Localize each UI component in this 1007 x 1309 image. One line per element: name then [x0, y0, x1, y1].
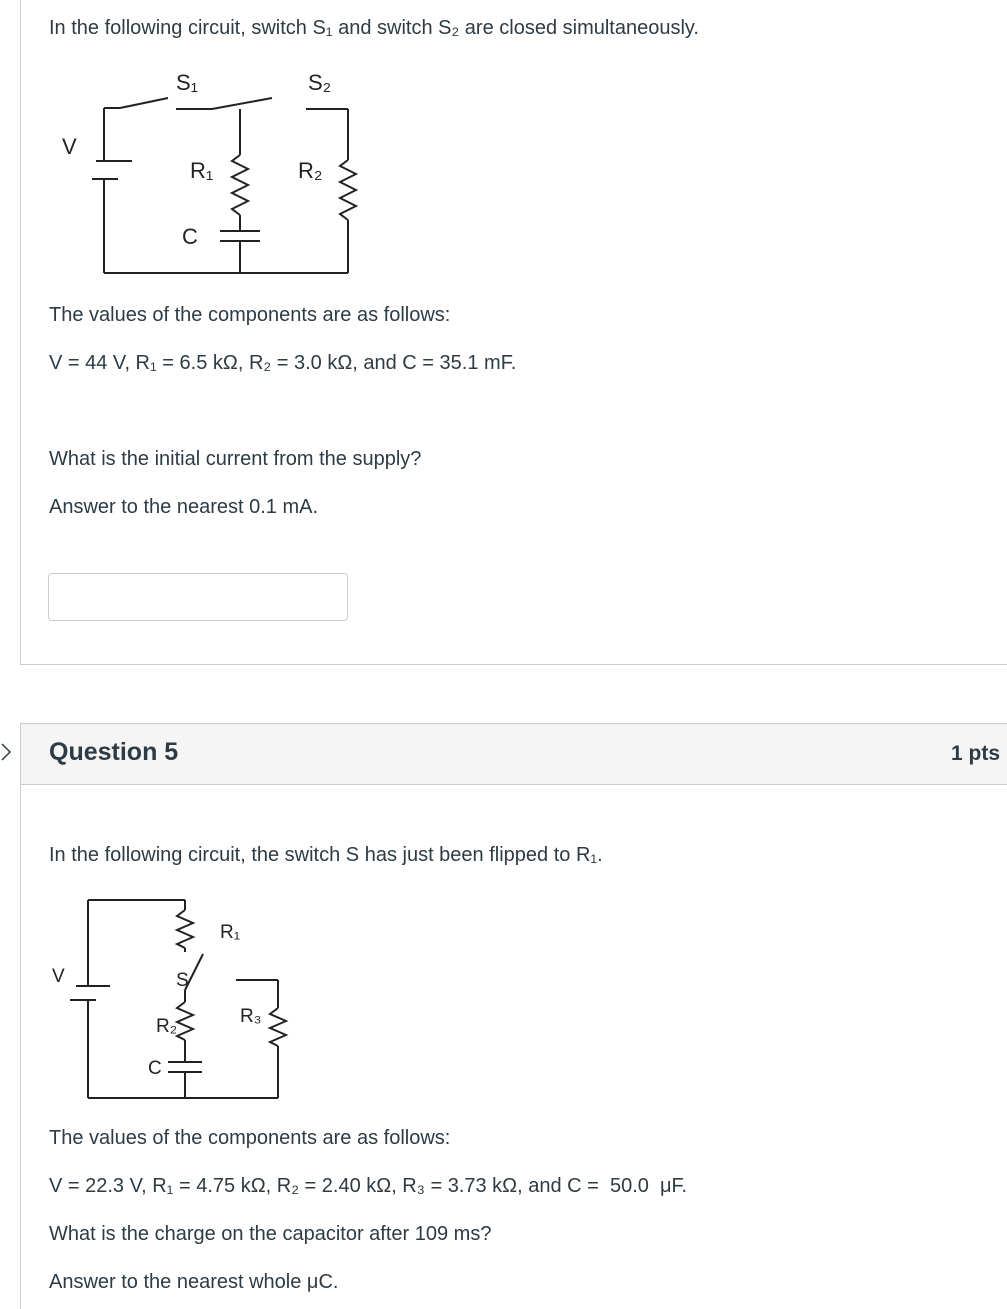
question-5-values: V = 22.3 V, R₁ = 4.75 kΩ, R₂ = 2.40 kΩ, R₃ = 3.73 kΩ, and C = 50.0 μF.: [49, 1175, 688, 1197]
q5-s-label: S: [176, 970, 189, 991]
chevron-right-icon[interactable]: [0, 742, 12, 762]
s2-label: S₂: [308, 70, 332, 95]
q5-c-label: C: [148, 1058, 162, 1079]
s1-label: S₁: [176, 70, 199, 95]
question-4-question: What is the initial current from the supply?: [49, 448, 422, 470]
question-4-values: V = 44 V, R₁ = 6.5 kΩ, R₂ = 3.0 kΩ, and C = 35.1 mF.: [49, 352, 517, 374]
q5-r3-label: R₃: [240, 1006, 262, 1027]
question-5-intro: In the following circuit, the switch S has just been flipped to R₁.: [49, 844, 603, 866]
q5-v-label: V: [52, 966, 65, 987]
r1-label: R₁: [190, 158, 214, 183]
question-5-circuit-diagram: [40, 890, 300, 1105]
c-label: C: [182, 224, 198, 249]
q5-r2-label: R₂: [156, 1016, 178, 1037]
question-4-circuit-diagram: [50, 60, 370, 280]
question-4-intro: In the following circuit, switch S₁ and switch S₂ are closed simultaneously.: [49, 17, 699, 39]
question-5-values-heading: The values of the components are as follows:: [49, 1127, 451, 1149]
v-label: V: [62, 134, 77, 159]
question-5-title: Question 5: [49, 738, 179, 766]
question-4-answer-input[interactable]: [48, 573, 348, 621]
question-4-values-heading: The values of the components are as follows:: [49, 304, 451, 326]
question-5-header: [20, 723, 1007, 785]
question-5-question: What is the charge on the capacitor after 109 ms?: [49, 1223, 492, 1245]
r2-label: R₂: [298, 158, 323, 183]
question-4-instruction: Answer to the nearest 0.1 mA.: [49, 496, 319, 518]
question-5-instruction: Answer to the nearest whole μC.: [49, 1271, 339, 1293]
question-5-points: 1 pts: [950, 742, 1000, 765]
q5-r1-label: R₁: [220, 922, 241, 943]
